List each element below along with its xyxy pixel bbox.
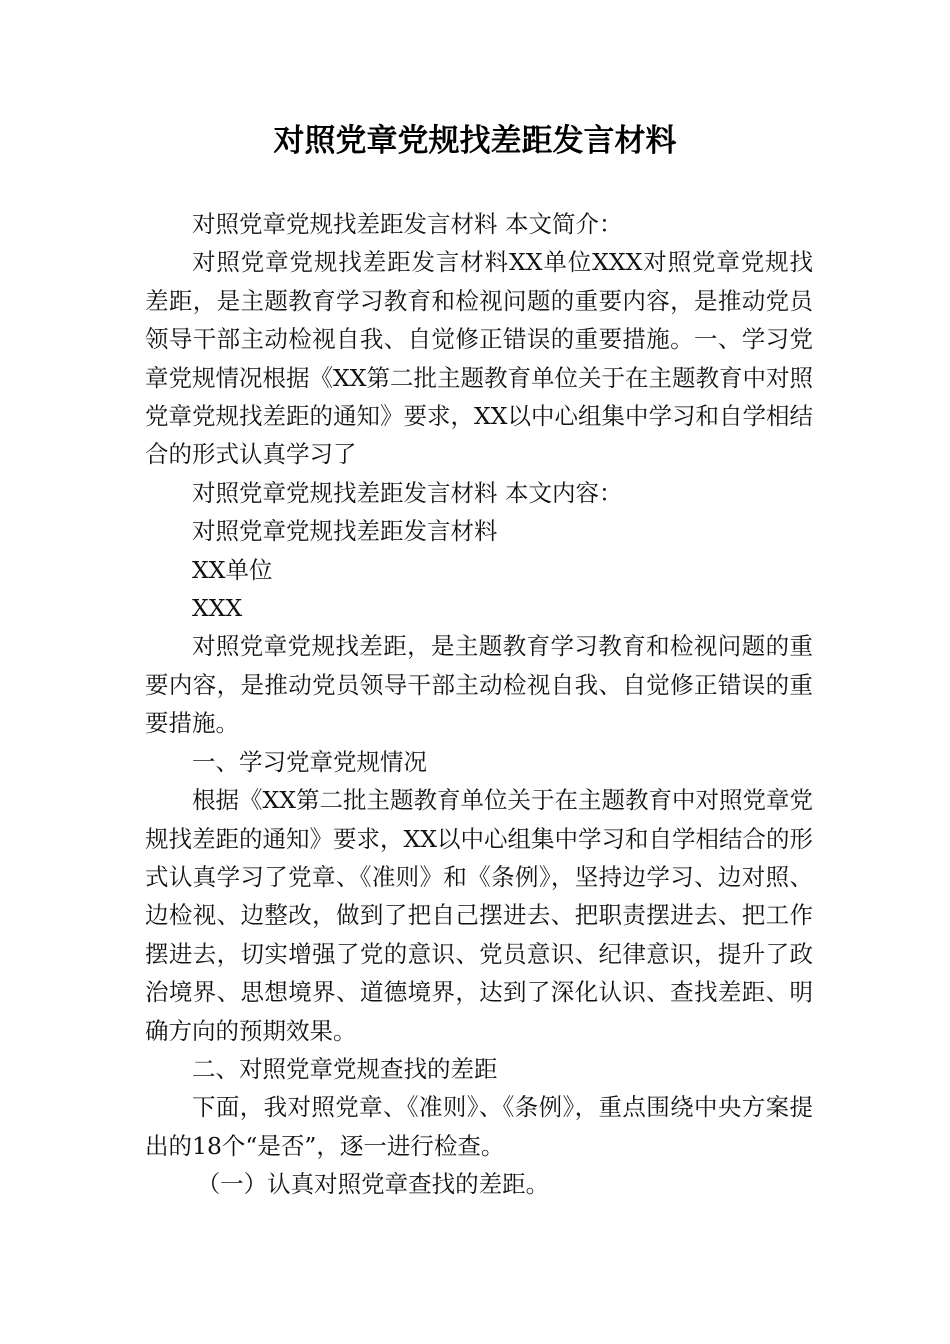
unit-name: XX单位 <box>192 555 273 584</box>
document-body <box>145 205 813 1204</box>
document-title: 对照党章党规找差距发言材料 <box>273 123 677 159</box>
content-heading: 对照党章党规找差距发言材料 本文内容： <box>192 478 623 507</box>
section-heading-1: 一、学习党章党规情况 <box>192 747 427 776</box>
section-heading-2: 二、对照党章党规查找的差距 <box>192 1054 498 1083</box>
intro-summary: 对照党章党规找差距发言材料XX单位XXX对照党章党规找差距，是主题教育学习教育和检视问题的重要内容，是推动党员领导干部主动检视自我、自觉修正错误的重要措施。一、学习党章党规情况根据《XX第二批主题教育单位关于在主题教育中对照党章党规找差距的通知》要求，XX以中心组集中学习和自学相结合的形式认真学习了 <box>145 248 813 469</box>
opening-paragraph: 对照党章党规找差距，是主题教育学习教育和检视问题的重要内容，是推动党员领导干部主动检视自我、自觉修正错误的重要措施。 <box>145 632 813 738</box>
subsection-heading-1: （一）认真对照党章查找的差距。 <box>196 1170 550 1199</box>
section-2-paragraph: 下面，我对照党章、《准则》、《条例》，重点围绕中央方案提出的18个“是否”，逐一进行检查。 <box>145 1093 813 1160</box>
intro-heading: 对照党章党规找差距发言材料 本文简介： <box>192 210 623 238</box>
section-1-paragraph: 根据《XX第二批主题教育单位关于在主题教育中对照党章党规找差距的通知》要求，XX以中心组集中学习和自学相结合的形式认真学习了党章、《准则》和《条例》，坚持边学习、边对照、边检视、边整改，做到了把自己摆进去、把职责摆进去、把工作摆进去，切实增强了党的意识、党员意识、纪律意识，提升了政治境界、思想境界、道德境界，达到了深化认识、查找差距、明确方向的预期效果。 <box>145 786 813 1045</box>
content-title: 对照党章党规找差距发言材料 <box>192 517 498 546</box>
author-name: XXX <box>192 594 243 623</box>
